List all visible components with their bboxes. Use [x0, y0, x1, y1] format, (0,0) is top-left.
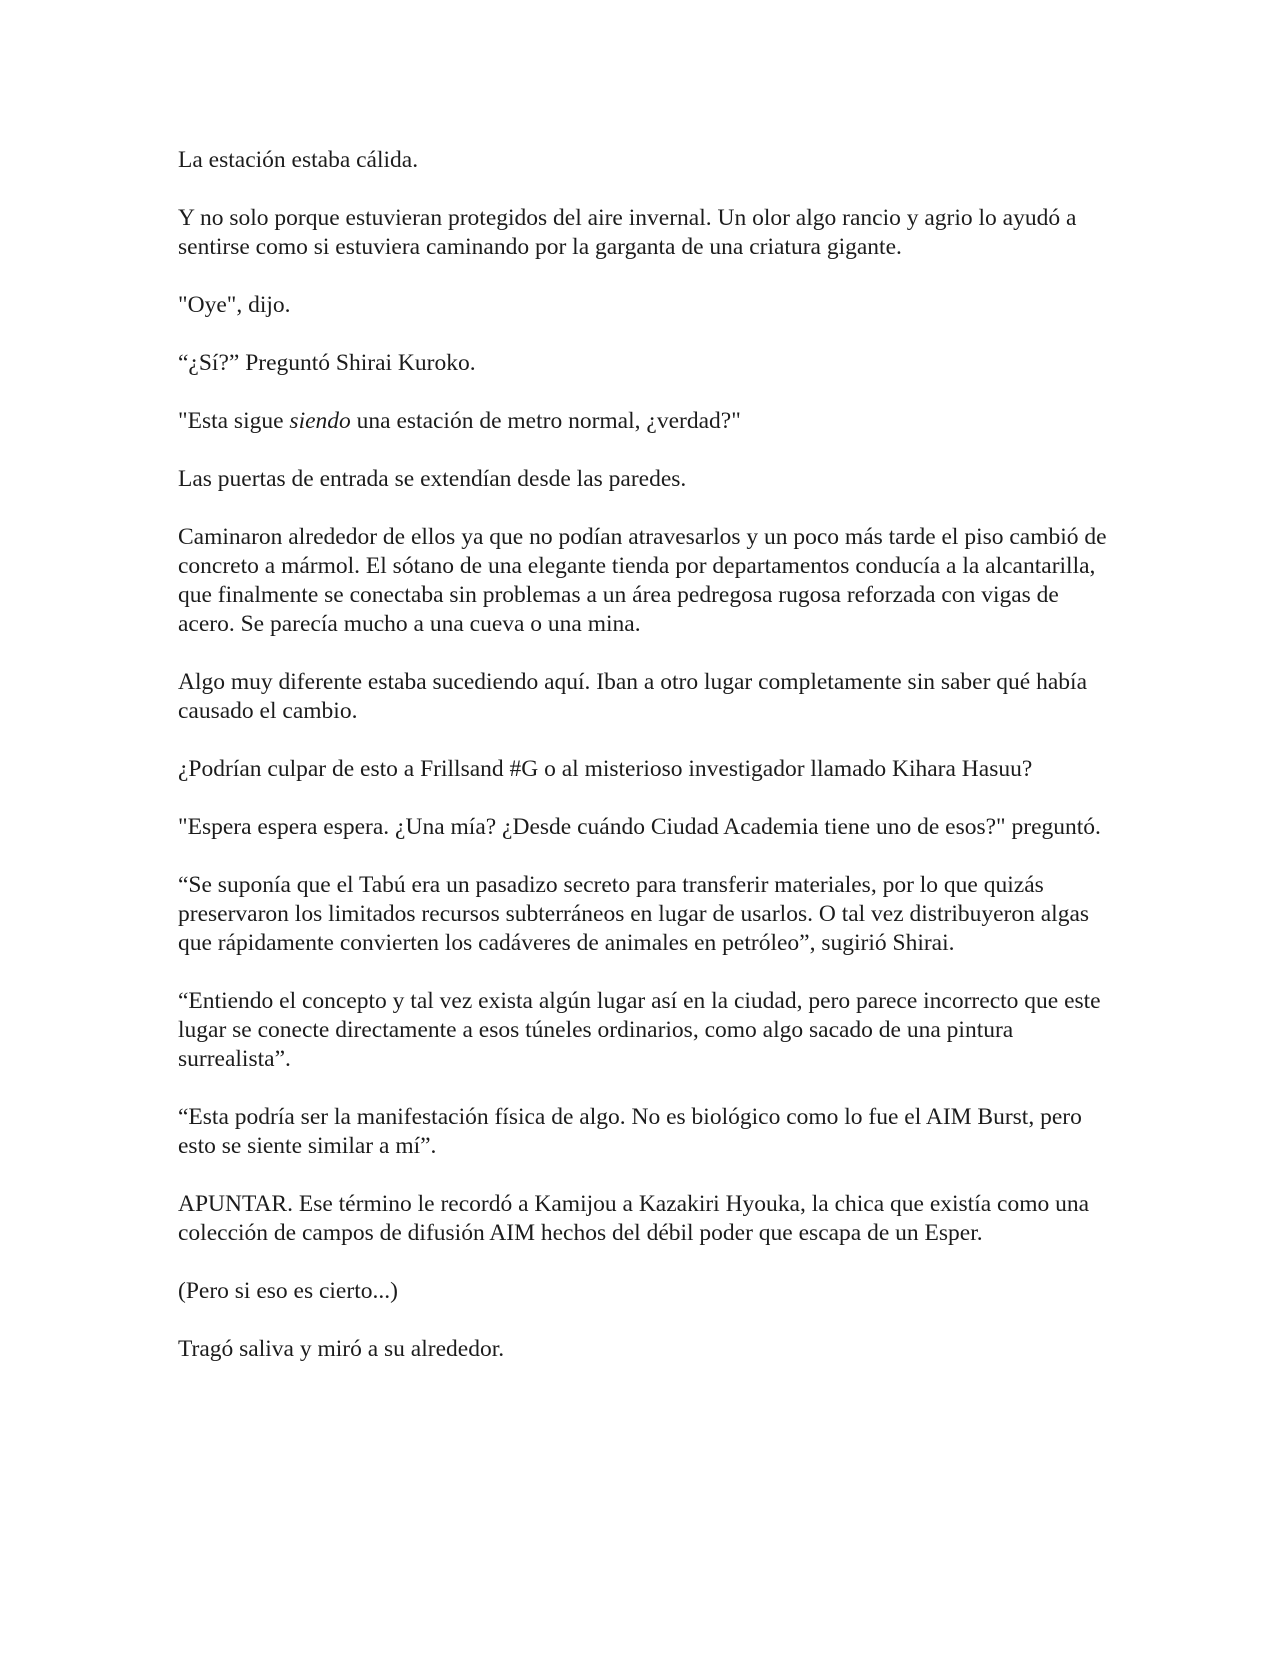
paragraph-8: Algo muy diferente estaba sucediendo aquí. Iban a otro lugar completamente sin saber qué había causado el cambio. — [178, 669, 1087, 724]
paragraph-10: "Espera espera espera. ¿Una mía? ¿Desde cuándo Ciudad Academia tiene uno de esos?" preguntó. — [178, 814, 1101, 840]
paragraph-11: “Se suponía que el Tabú era un pasadizo secreto para transferir materiales, por lo que quizás preservaron los limitados recursos subterráneos en lugar de usarlos. O tal vez distribuyeron algas que rápidamente convierten los cadáveres de animales en petróleo”, sugirió Shirai. — [178, 872, 1090, 956]
paragraph-5-emphasis: siendo — [289, 408, 351, 434]
paragraph-9: ¿Podrían culpar de esto a Frillsand #G o al misterioso investigador llamado Kihara Hasuu? — [178, 756, 1033, 782]
paragraph-16: Tragó saliva y miró a su alrededor. — [178, 1336, 505, 1362]
paragraph-2: Y no solo porque estuvieran protegidos del aire invernal. Un olor algo rancio y agrio lo ayudó a sentirse como si estuviera caminando por la garganta de una criatura gigante. — [178, 205, 1077, 260]
paragraph-14: APUNTAR. Ese término le recordó a Kamijou a Kazakiri Hyouka, la chica que existía como una colección de campos de difusión AIM hechos del débil poder que escapa de un Esper. — [178, 1191, 1090, 1246]
paragraph-12: “Entiendo el concepto y tal vez exista algún lugar así en la ciudad, pero parece incorrecto que este lugar se conecte directamente a esos túneles ordinarios, como algo sacado de una pintura surrealista”. — [178, 988, 1101, 1072]
paragraph-15: (Pero si eso es cierto...) — [178, 1278, 398, 1304]
paragraph-3: "Oye", dijo. — [178, 292, 291, 318]
paragraph-13: “Esta podría ser la manifestación física de algo. No es biológico como lo fue el AIM Burst, pero esto se siente similar a mí”. — [178, 1104, 1082, 1159]
paragraph-7: Caminaron alrededor de ellos ya que no podían atravesarlos y un poco más tarde el piso cambió de concreto a mármol. El sótano de una elegante tienda por departamentos conducía a la alcantarilla, que finalmente se conectaba sin problemas a un área pedregosa rugosa reforzada con vigas de acero. Se parecía mucho a una cueva o una mina. — [178, 524, 1107, 637]
paragraph-5-end: una estación de metro normal, ¿verdad?" — [350, 408, 741, 434]
paragraph-5 — [178, 407, 1108, 436]
paragraph-1: La estación estaba cálida. — [178, 147, 419, 173]
paragraph-6: Las puertas de entrada se extendían desde las paredes. — [178, 466, 687, 492]
document-body — [178, 146, 1108, 1393]
paragraph-4: “¿Sí?” Preguntó Shirai Kuroko. — [178, 350, 476, 376]
paragraph-5-start: "Esta sigue — [178, 408, 290, 434]
